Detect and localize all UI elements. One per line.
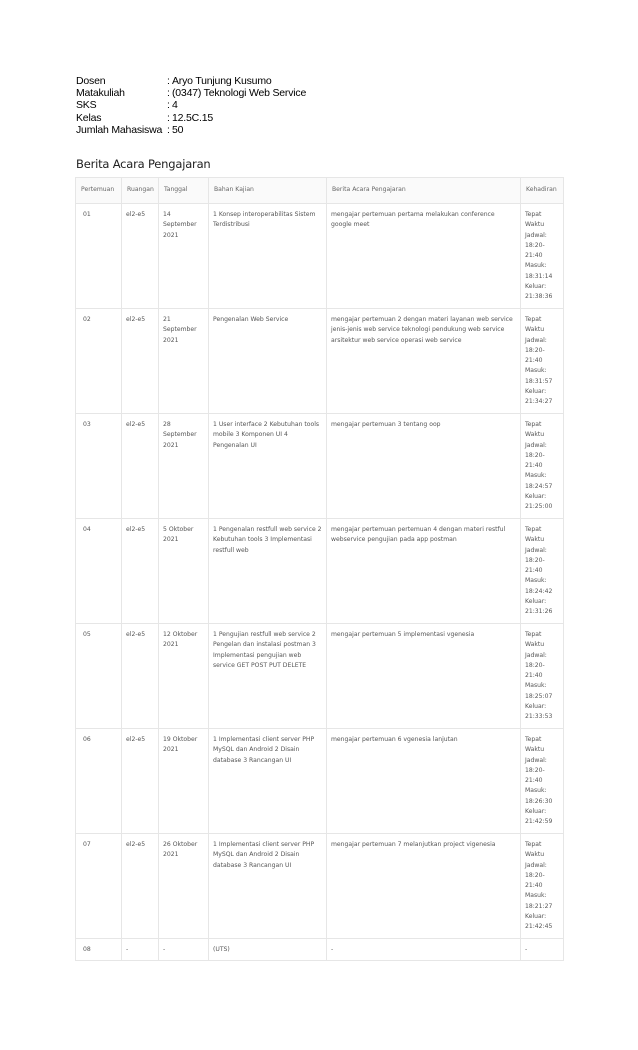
cell-berita-acara: mengajar pertemuan 5 implementasi vgenesia (327, 624, 521, 729)
info-label: Jumlah Mahasiswa (76, 123, 163, 136)
info-value: (0347) Teknologi Web Service (172, 87, 307, 100)
cell-bahan-kajian: (UTS) (209, 939, 327, 961)
cell-kehadiran: Tepat Waktu Jadwal: 18:20-21:40 Masuk: 18:21:27 Keluar: 21:42:45 (521, 834, 564, 939)
cell-tanggal: 14 September 2021 (159, 204, 209, 309)
cell-bahan-kajian: 1 Implementasi client server PHP MySQL dan Android 2 Disain database 3 Rancangan UI (209, 729, 327, 834)
cell-pertemuan: 06 (76, 729, 122, 834)
header-berita-acara: Berita Acara Pengajaran (327, 178, 521, 204)
cell-tanggal: 19 Oktober 2021 (159, 729, 209, 834)
cell-berita-acara: mengajar pertemuan 3 tentang oop (327, 414, 521, 519)
cell-berita-acara: mengajar pertemuan pertemuan 4 dengan materi restful webservice pengujian pada app postman (327, 519, 521, 624)
table-row (76, 309, 564, 414)
table-row (76, 204, 564, 309)
cell-pertemuan: 04 (76, 519, 122, 624)
cell-kehadiran: Tepat Waktu Jadwal: 18:20-21:40 Masuk: 18:26:30 Keluar: 21:42:59 (521, 729, 564, 834)
cell-pertemuan: 01 (76, 204, 122, 309)
berita-acara-table (75, 177, 564, 961)
table-row (76, 414, 564, 519)
cell-ruangan: el2-e5 (122, 519, 159, 624)
info-label: Kelas (76, 111, 102, 124)
cell-ruangan: el2-e5 (122, 204, 159, 309)
cell-kehadiran: - (521, 939, 564, 961)
table-row (76, 519, 564, 624)
cell-ruangan: el2-e5 (122, 309, 159, 414)
info-label: Matakuliah (76, 87, 125, 100)
cell-berita-acara: mengajar pertemuan 7 melanjutkan project vigenesia (327, 834, 521, 939)
cell-tanggal: 28 September 2021 (159, 414, 209, 519)
course-info (76, 75, 306, 136)
cell-berita-acara: mengajar pertemuan 6 vgenesia lanjutan (327, 729, 521, 834)
cell-pertemuan: 03 (76, 414, 122, 519)
cell-ruangan: el2-e5 (122, 414, 159, 519)
cell-bahan-kajian: Pengenalan Web Service (209, 309, 327, 414)
cell-bahan-kajian: 1 User interface 2 Kebutuhan tools mobile 3 Komponen UI 4 Pengenalan UI (209, 414, 327, 519)
cell-ruangan: el2-e5 (122, 729, 159, 834)
table-row (76, 939, 564, 961)
table-row (76, 834, 564, 939)
cell-bahan-kajian: 1 Pengenalan restfull web service 2 Kebutuhan tools 3 Implementasi restfull web (209, 519, 327, 624)
info-label: SKS (76, 99, 97, 112)
header-tanggal: Tanggal (159, 178, 209, 204)
cell-tanggal: 26 Oktober 2021 (159, 834, 209, 939)
info-value: 12.5C.15 (172, 111, 214, 124)
header-pertemuan: Pertemuan (76, 178, 122, 204)
cell-bahan-kajian: 1 Konsep interoperabilitas Sistem Terdistribusi (209, 204, 327, 309)
cell-ruangan: - (122, 939, 159, 961)
info-row-matakuliah: Matakuliah : (0347) Teknologi Web Service (76, 87, 307, 100)
header-kehadiran: Kehadiran (521, 178, 564, 204)
cell-kehadiran: Tepat Waktu Jadwal: 18:20-21:40 Masuk: 18:31:14 Keluar: 21:38:36 (521, 204, 564, 309)
cell-kehadiran: Tepat Waktu Jadwal: 18:20-21:40 Masuk: 18:24:42 Keluar: 21:31:26 (521, 519, 564, 624)
cell-tanggal: - (159, 939, 209, 961)
section-title: Berita Acara Pengajaran (76, 157, 211, 171)
cell-ruangan: el2-e5 (122, 624, 159, 729)
cell-kehadiran: Tepat Waktu Jadwal: 18:20-21:40 Masuk: 18:24:57 Keluar: 21:25:00 (521, 414, 564, 519)
cell-berita-acara: mengajar pertemuan pertama melakukan conference google meet (327, 204, 521, 309)
info-row-dosen: Dosen : Aryo Tunjung Kusumo (76, 75, 272, 87)
cell-kehadiran: Tepat Waktu Jadwal: 18:20-21:40 Masuk: 18:25:07 Keluar: 21:33:53 (521, 624, 564, 729)
cell-berita-acara: - (327, 939, 521, 961)
info-row-kelas: Kelas : 12.5C.15 (76, 111, 214, 124)
cell-berita-acara: mengajar pertemuan 2 dengan materi layanan web service jenis-jenis web service teknologi pendukung web service arsitektur web service operasi web service (327, 309, 521, 414)
cell-kehadiran: Tepat Waktu Jadwal: 18:20-21:40 Masuk: 18:31:57 Keluar: 21:34:27 (521, 309, 564, 414)
cell-ruangan: el2-e5 (122, 834, 159, 939)
cell-pertemuan: 05 (76, 624, 122, 729)
info-row-jumlah-mahasiswa: Jumlah Mahasiswa : 50 (76, 123, 184, 136)
info-value: 4 (172, 99, 178, 112)
info-label: Dosen (76, 75, 106, 87)
cell-pertemuan: 07 (76, 834, 122, 939)
info-value: Aryo Tunjung Kusumo (172, 75, 272, 87)
info-value: 50 (172, 123, 184, 136)
cell-pertemuan: 02 (76, 309, 122, 414)
table-row (76, 729, 564, 834)
info-row-sks: SKS : 4 (76, 99, 178, 112)
cell-tanggal: 21 September 2021 (159, 309, 209, 414)
berita-acara-table-wrapper (75, 177, 563, 961)
cell-tanggal: 12 Oktober 2021 (159, 624, 209, 729)
cell-bahan-kajian: 1 Pengujian restfull web service 2 Pengelan dan instalasi postman 3 Implementasi pengujian web service GET POST PUT DELETE (209, 624, 327, 729)
cell-tanggal: 5 Oktober 2021 (159, 519, 209, 624)
header-bahan-kajian: Bahan Kajian (209, 178, 327, 204)
cell-pertemuan: 08 (76, 939, 122, 961)
table-header-row (76, 178, 564, 204)
header-ruangan: Ruangan (122, 178, 159, 204)
cell-bahan-kajian: 1 Implementasi client server PHP MySQL dan Android 2 Disain database 3 Rancangan UI (209, 834, 327, 939)
table-row (76, 624, 564, 729)
